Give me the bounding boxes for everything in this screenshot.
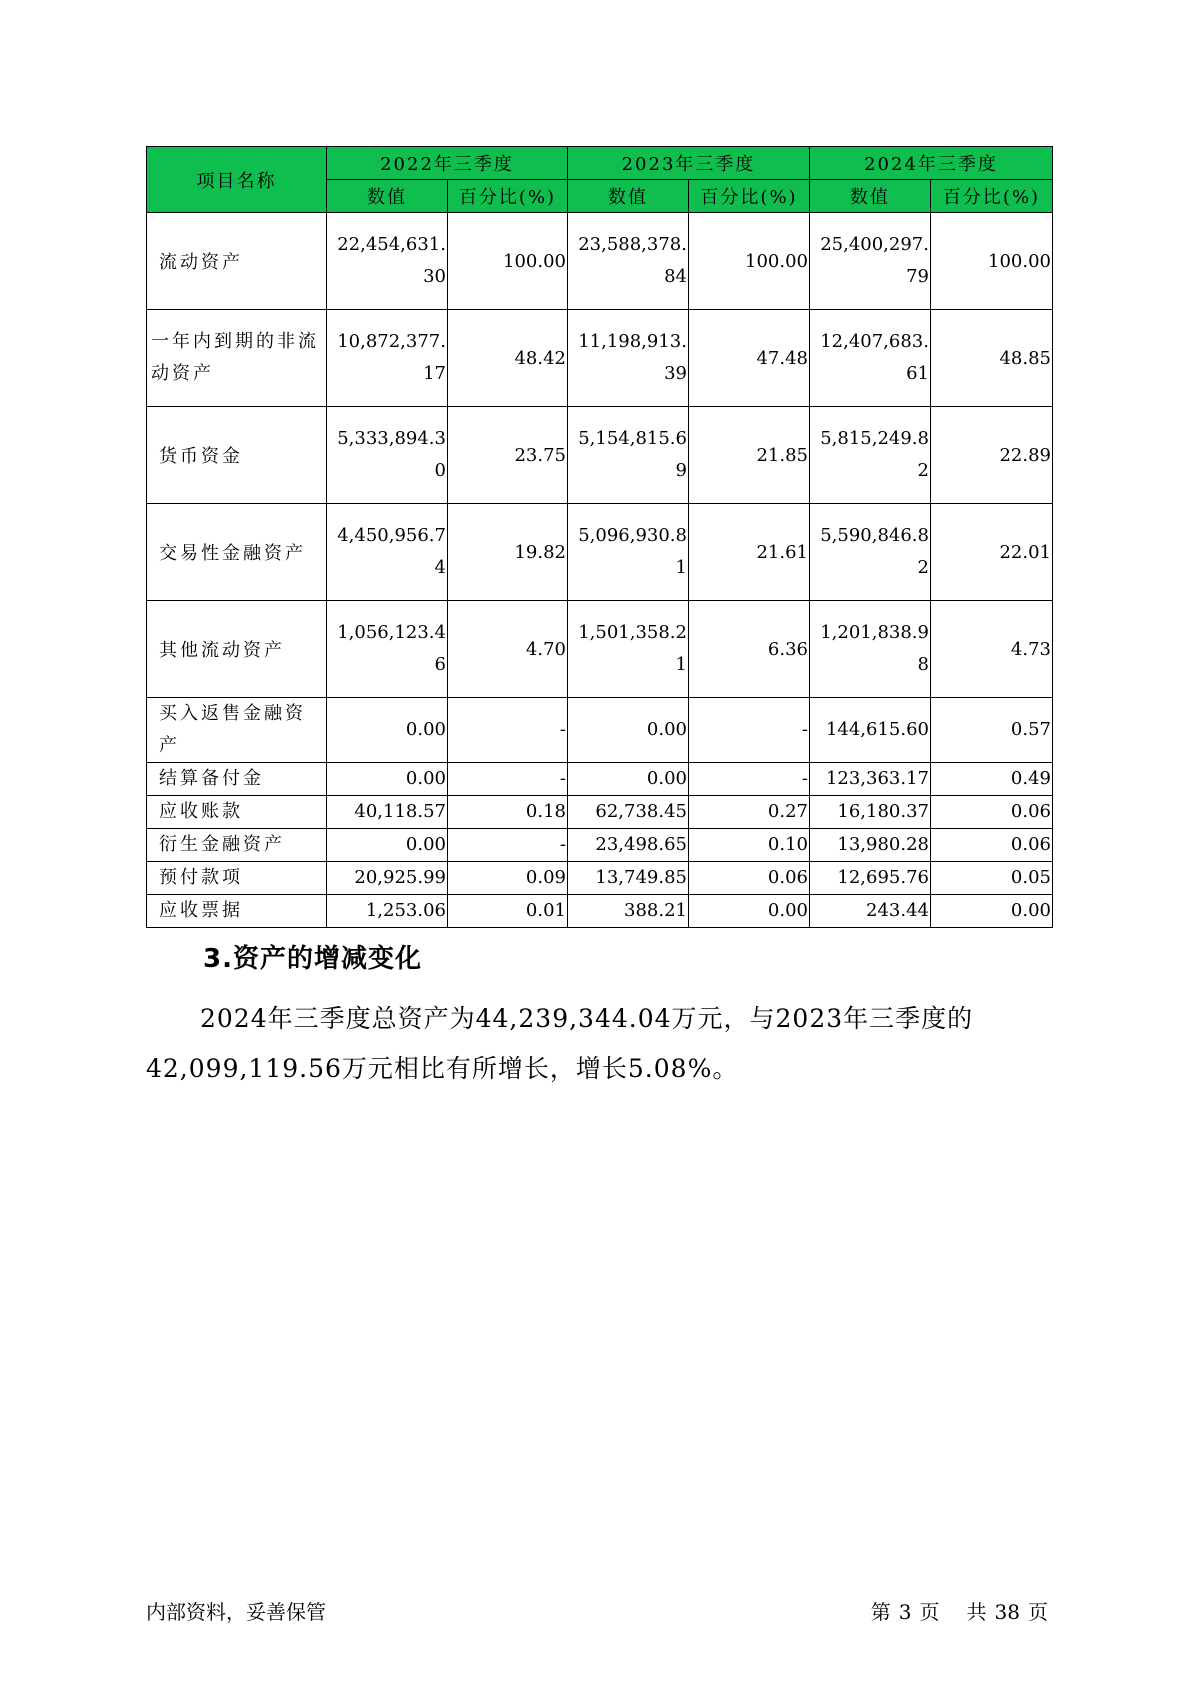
value-2022: 4,450,956.74: [327, 504, 448, 601]
header-value-2022: 数值: [327, 180, 448, 213]
table-row: [147, 407, 1053, 504]
table-row: [147, 213, 1053, 310]
value-2022: 5,333,894.30: [327, 407, 448, 504]
row-name: 交易性金融资产: [147, 504, 327, 601]
footer-confidential-note: 内部资料，妥善保管: [146, 1600, 326, 1624]
value-2024: 13,980.28: [810, 829, 931, 862]
value-2023: 13,749.85: [568, 862, 689, 895]
value-2022: 0.00: [327, 763, 448, 796]
pct-2023: 0.00: [689, 895, 810, 928]
row-name: 预付款项: [147, 862, 327, 895]
pct-2024: 48.85: [931, 310, 1053, 407]
pct-2022: -: [448, 829, 568, 862]
section-heading: 3.资产的增减变化: [203, 944, 422, 974]
pct-2022: 0.18: [448, 796, 568, 829]
pct-2022: 19.82: [448, 504, 568, 601]
total-pages: 38: [994, 1600, 1020, 1624]
value-2022: 40,118.57: [327, 796, 448, 829]
pct-2024: 0.00: [931, 895, 1053, 928]
value-2024: 25,400,297.79: [810, 213, 931, 310]
row-name: 结算备付金: [147, 763, 327, 796]
row-name: 买入返售金融资产: [147, 698, 327, 763]
header-pct-2022: 百分比(%): [448, 180, 568, 213]
pct-2022: -: [448, 763, 568, 796]
page-suffix: 页: [919, 1600, 940, 1624]
value-2022: 20,925.99: [327, 862, 448, 895]
header-value-2023: 数值: [568, 180, 689, 213]
value-2024: 5,815,249.82: [810, 407, 931, 504]
header-year-2023: 2023年三季度: [568, 147, 810, 180]
pct-2024: 0.06: [931, 796, 1053, 829]
table-row: [147, 763, 1053, 796]
value-2023: 5,154,815.69: [568, 407, 689, 504]
header-year-2022: 2022年三季度: [327, 147, 568, 180]
pct-2022: 100.00: [448, 213, 568, 310]
pct-2024: 22.01: [931, 504, 1053, 601]
row-name: 流动资产: [147, 213, 327, 310]
pct-2023: -: [689, 763, 810, 796]
value-2023: 0.00: [568, 763, 689, 796]
pct-2024: 0.06: [931, 829, 1053, 862]
value-2023: 23,498.65: [568, 829, 689, 862]
pct-2024: 0.05: [931, 862, 1053, 895]
header-year-2024: 2024年三季度: [810, 147, 1053, 180]
pct-2022: 0.09: [448, 862, 568, 895]
value-2022: 1,253.06: [327, 895, 448, 928]
header-item-name: 项目名称: [147, 147, 327, 213]
value-2023: 23,588,378.84: [568, 213, 689, 310]
value-2023: 388.21: [568, 895, 689, 928]
pct-2023: 21.85: [689, 407, 810, 504]
pct-2023: -: [689, 698, 810, 763]
asset-table: [146, 146, 1053, 928]
table-header-row-1: [147, 147, 1053, 180]
value-2023: 0.00: [568, 698, 689, 763]
table-row: [147, 796, 1053, 829]
value-2024: 144,615.60: [810, 698, 931, 763]
value-2024: 123,363.17: [810, 763, 931, 796]
pct-2024: 4.73: [931, 601, 1053, 698]
pct-2022: 23.75: [448, 407, 568, 504]
value-2022: 10,872,377.17: [327, 310, 448, 407]
row-name: 应收账款: [147, 796, 327, 829]
value-2022: 0.00: [327, 698, 448, 763]
value-2024: 12,407,683.61: [810, 310, 931, 407]
value-2023: 1,501,358.21: [568, 601, 689, 698]
pct-2022: -: [448, 698, 568, 763]
value-2024: 5,590,846.82: [810, 504, 931, 601]
value-2022: 22,454,631.30: [327, 213, 448, 310]
pct-2022: 4.70: [448, 601, 568, 698]
pct-2023: 0.27: [689, 796, 810, 829]
pct-2024: 100.00: [931, 213, 1053, 310]
value-2024: 16,180.37: [810, 796, 931, 829]
page-prefix: 第: [870, 1600, 891, 1624]
value-2022: 1,056,123.46: [327, 601, 448, 698]
value-2024: 12,695.76: [810, 862, 931, 895]
value-2022: 0.00: [327, 829, 448, 862]
table-row: [147, 504, 1053, 601]
row-name: 货币资金: [147, 407, 327, 504]
pct-2022: 48.42: [448, 310, 568, 407]
section-paragraph: 2024年三季度总资产为44,239,344.04万元，与2023年三季度的42,099,119.56万元相比有所增长，增长5.08%。: [146, 1004, 974, 1083]
total-suffix: 页: [1028, 1600, 1048, 1624]
value-2024: 243.44: [810, 895, 931, 928]
header-pct-2023: 百分比(%): [689, 180, 810, 213]
header-value-2024: 数值: [810, 180, 931, 213]
table-row: [147, 310, 1053, 407]
row-name: 应收票据: [147, 895, 327, 928]
row-name: 其他流动资产: [147, 601, 327, 698]
table-row: [147, 862, 1053, 895]
footer-page-info: [867, 1596, 1052, 1625]
value-2024: 1,201,838.98: [810, 601, 931, 698]
value-2023: 62,738.45: [568, 796, 689, 829]
pct-2024: 0.57: [931, 698, 1053, 763]
page-number: 3: [898, 1600, 912, 1624]
table-row: [147, 601, 1053, 698]
pct-2024: 22.89: [931, 407, 1053, 504]
pct-2022: 0.01: [448, 895, 568, 928]
value-2023: 11,198,913.39: [568, 310, 689, 407]
pct-2023: 47.48: [689, 310, 810, 407]
table-row: [147, 895, 1053, 928]
pct-2023: 0.10: [689, 829, 810, 862]
pct-2023: 100.00: [689, 213, 810, 310]
row-name: 衍生金融资产: [147, 829, 327, 862]
pct-2023: 0.06: [689, 862, 810, 895]
pct-2023: 21.61: [689, 504, 810, 601]
pct-2023: 6.36: [689, 601, 810, 698]
table-row: [147, 698, 1053, 763]
row-name: 一年内到期的非流动资产: [147, 310, 327, 407]
table-row: [147, 829, 1053, 862]
total-prefix: 共: [966, 1600, 987, 1624]
value-2023: 5,096,930.81: [568, 504, 689, 601]
pct-2024: 0.49: [931, 763, 1053, 796]
header-pct-2024: 百分比(%): [931, 180, 1053, 213]
